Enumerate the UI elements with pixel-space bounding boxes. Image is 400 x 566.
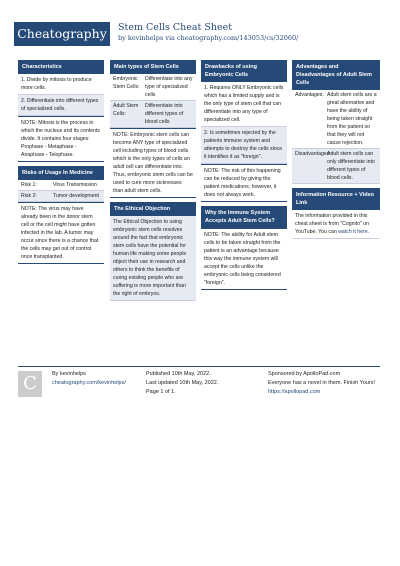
- risk-value: Virus Transmission: [53, 182, 97, 188]
- risk-row: [18, 191, 104, 202]
- info-text: [292, 210, 380, 239]
- drawbacks-card: [201, 60, 287, 202]
- publish-block: [146, 370, 218, 397]
- characteristics-note: NOTE: Mitosis is the process in which the nucleus and its contents divide. It contains four stages: Prophase - Metaphase - Anaphase - Telophase.: [18, 116, 104, 162]
- risks-note: NOTE: The virus may have already been in the donor stem cell or the cell might have gotten infected in the lab. A tumor may occur since there is a chance that the cells may get out of control once transplanted.: [18, 202, 104, 264]
- byline[interactable]: by kevinhelps via cheatography.com/143053/cs/32060/: [118, 34, 299, 42]
- info-card: [292, 188, 380, 239]
- risks-card: [18, 166, 104, 264]
- risk-row: [18, 180, 104, 191]
- drawbacks-row: 1. Requires ONLY Embryonic cells which has a limited supply and is the only type of stem cell that can differentiate into any type of specialized cell.: [201, 82, 287, 127]
- info-heading: Information Resource + Video Link: [292, 188, 380, 210]
- drawbacks-row: 2. Is sometimes rejected by the patients immune system and attempts to destroy the cells since it identifies it as "foreign".: [201, 127, 287, 164]
- risk-value: Tumor development: [53, 193, 99, 199]
- footer: [18, 366, 380, 395]
- type-value: Differentiate into any type of specialized cells: [145, 76, 193, 98]
- sponsor-block: [268, 370, 380, 397]
- cheatography-logo[interactable]: Cheatography: [14, 22, 110, 46]
- main-types-note: NOTE: Embryonic stem cells can become ANY type of specialized cell including types of blood cells which is the only types of cells an adult cell can differentiate into. Thus, embryonic stem cells can be used to cure more sicknesses than adult stem cells.: [110, 128, 196, 198]
- column-3: [201, 60, 287, 294]
- adv-row: [292, 90, 380, 149]
- ethical-card: [110, 202, 196, 301]
- type-row: [110, 74, 196, 101]
- page-count: Page 1 of 1.: [146, 389, 176, 395]
- adv-value: Adult stem cells are a great alternative and have the ability of being taken straight from the patient so that they will not cause rejection.: [327, 92, 377, 146]
- characteristics-heading: Characteristics: [18, 60, 104, 74]
- adv-dis-heading: Advantages and Disadvantages of Adult Stem Cells: [292, 60, 380, 90]
- characteristics-row: 1. Divide by mitosis to produce more cells.: [18, 74, 104, 95]
- dis-value: Adult stem cells can only differentiate into different types of blood cells.: [327, 151, 375, 181]
- drawbacks-heading: Drawbacks of using Embryonic Cells: [201, 60, 287, 82]
- main-types-heading: Main types of Stem Cells: [110, 60, 196, 74]
- info-body: The information provided in this cheat sheet is from "Cognito" on YouTube. You can: [295, 213, 370, 235]
- dis-row: [292, 149, 380, 184]
- immune-note: NOTE: The ability for Adult stem cells to be taken straight from the patient is an advantage because this way the immune system will accept the cells unlike the embryonic cells being considered "foreign".: [201, 228, 287, 290]
- author-avatar: C: [18, 371, 42, 397]
- sponsor-label: Sponsored by ApolloPad.com: [268, 371, 341, 377]
- adv-dis-card: [292, 60, 380, 184]
- dis-label: Disadvantages:: [295, 151, 331, 157]
- page-title: Stem Cells Cheat Sheet: [118, 22, 233, 33]
- characteristics-row: 2. Differentiate into different types of specialized cells.: [18, 95, 104, 116]
- type-row: [110, 101, 196, 128]
- main-types-card: [110, 60, 196, 198]
- risk-label: Risk 2:: [21, 193, 37, 199]
- drawbacks-note: NOTE: The risk of this happening can be reduced by giving the patient medications; however, it does not always work.: [201, 164, 287, 202]
- risk-label: Risk 1:: [21, 182, 37, 188]
- immune-heading: Why the Immune System Accepts Adult Stem Cells?: [201, 206, 287, 228]
- characteristics-card: [18, 60, 104, 162]
- ethical-heading: The Ethical Objection: [110, 202, 196, 216]
- immune-card: [201, 206, 287, 290]
- sponsor-url[interactable]: https://apollopad.com: [268, 389, 321, 395]
- author-label: By kevinhelps: [52, 371, 86, 377]
- ethical-text: The Ethical Objection to using embryonic stem cells resolves around the fact that embryonic stem cells have the potential for human life making some people object their use in research and others to think the benefits of curing existing people who are suffering is more important than the right of embryos.: [110, 216, 196, 301]
- author-block: [52, 370, 126, 388]
- column-4: [292, 60, 380, 243]
- risks-heading: Risks of Usage In Medicine: [18, 166, 104, 180]
- column-1: [18, 60, 104, 268]
- adv-label: Advantages:: [295, 92, 324, 98]
- updated-date: Last updated 10th May, 2022.: [146, 380, 219, 386]
- header: [0, 0, 400, 58]
- type-value: Differentiate into different types of blood cells: [145, 103, 184, 125]
- sponsor-text: Everyone has a novel in them. Finish Yours!: [268, 380, 376, 386]
- published-date: Published 10th May, 2022.: [146, 371, 211, 377]
- watch-link[interactable]: watch it here.: [338, 229, 370, 235]
- author-url[interactable]: cheatography.com/kevinhelps/: [52, 380, 126, 386]
- type-label: Embryonic Stem Cells:: [113, 76, 140, 90]
- column-2: [110, 60, 196, 305]
- type-label: Adult Stem Cells:: [113, 103, 139, 117]
